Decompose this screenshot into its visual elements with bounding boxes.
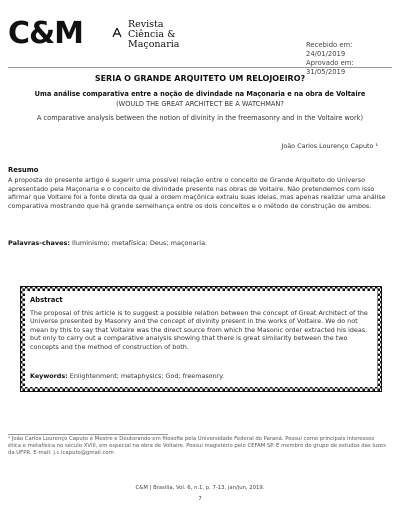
author-footnote: ¹ João Carlos Lourenço Caputo é Mestre e Doutorando em filosofia pela Universidade Federal do Paraná. Possui como principais interesses ética e metafísica no século XVIII, em especial na obra de Voltaire. Possui magistério pelo CEFAM SP. É membro do grupo de estudos das luzes da UFPR. E-mail: j.c.lcaputo@gmail.com bbox=[8, 436, 386, 456]
keywords bbox=[30, 372, 224, 380]
approved-date: Aprovado em: 31/05/2019 bbox=[306, 59, 354, 76]
palavras-chave-values: Iluminismo; metafísica; Deus; maçonaria. bbox=[72, 239, 208, 247]
article-subtitle-pt: Uma análise comparativa entre a noção de divindade na Maçonaria e na obra de Voltaire bbox=[34, 90, 366, 98]
abstract-body: The proposal of this article is to suggest a possible relation between the concept of Great Architect of the Universe presented by Masonry and the concept of divinity present in the works of Voltaire. We do not mean by this to say that Voltaire was the direct source from which the Masonic order extracted his ideas, but only to carry out a comparative analysis showing that there is great similarity between the two concepts and the method of construction of both. bbox=[30, 309, 368, 351]
header-dates bbox=[306, 41, 380, 77]
abstract-heading: Abstract bbox=[30, 296, 63, 304]
keywords-values: Enlightenment; metaphysics; God; freemasonry. bbox=[69, 372, 225, 380]
keywords-label: Keywords: bbox=[30, 372, 68, 380]
journal-name-line-2: Ciência & bbox=[128, 29, 176, 40]
author-name: João Carlos Lourenço Caputo ¹ bbox=[281, 142, 378, 150]
article-title-en: (WOULD THE GREAT ARCHITECT BE A WATCHMAN? bbox=[116, 100, 284, 108]
journal-logo: C&M bbox=[8, 16, 84, 51]
palavras-chave bbox=[8, 239, 207, 247]
page-number: 7 bbox=[198, 496, 202, 502]
resumo-body: A proposta do presente artigo é sugerir uma possível relação entre o conceito de Grande Arquiteto do Universo apresentado pela Maçonaria e o conceito de divindade presente nas obras de Voltaire. Não pretendemos com isso afirmar que Voltaire foi a fonte direta da qual a ordem maçônica extraiu suas ideias, mas apenas realizar uma análise comparativa mostrando que há grande semelhança entre os dois conceitos e o método de construção de ambos. bbox=[8, 176, 386, 210]
journal-name-line-3: Maçonaria bbox=[128, 39, 180, 50]
journal-citation: C&M | Brasília, Vol. 6, n.1, p. 7-13, jan/jun, 2019. bbox=[135, 485, 265, 491]
palavras-chave-label: Palavras-chaves: bbox=[8, 239, 70, 247]
article-title: SERIA O GRANDE ARQUITETO UM RELOJOEIRO? bbox=[94, 74, 306, 83]
footnote-divider bbox=[8, 434, 168, 435]
journal-name-line-1: Revista bbox=[128, 19, 164, 30]
received-date: Recebido em: 24/01/2019 bbox=[306, 41, 353, 58]
header-divider bbox=[8, 67, 392, 68]
journal-name bbox=[128, 20, 179, 50]
square-compass-icon bbox=[112, 28, 122, 38]
resumo-heading: Resumo bbox=[8, 166, 39, 174]
article-subtitle-en: A comparative analysis between the notion of divinity in the freemasonry and in the Voltaire work) bbox=[36, 114, 364, 122]
